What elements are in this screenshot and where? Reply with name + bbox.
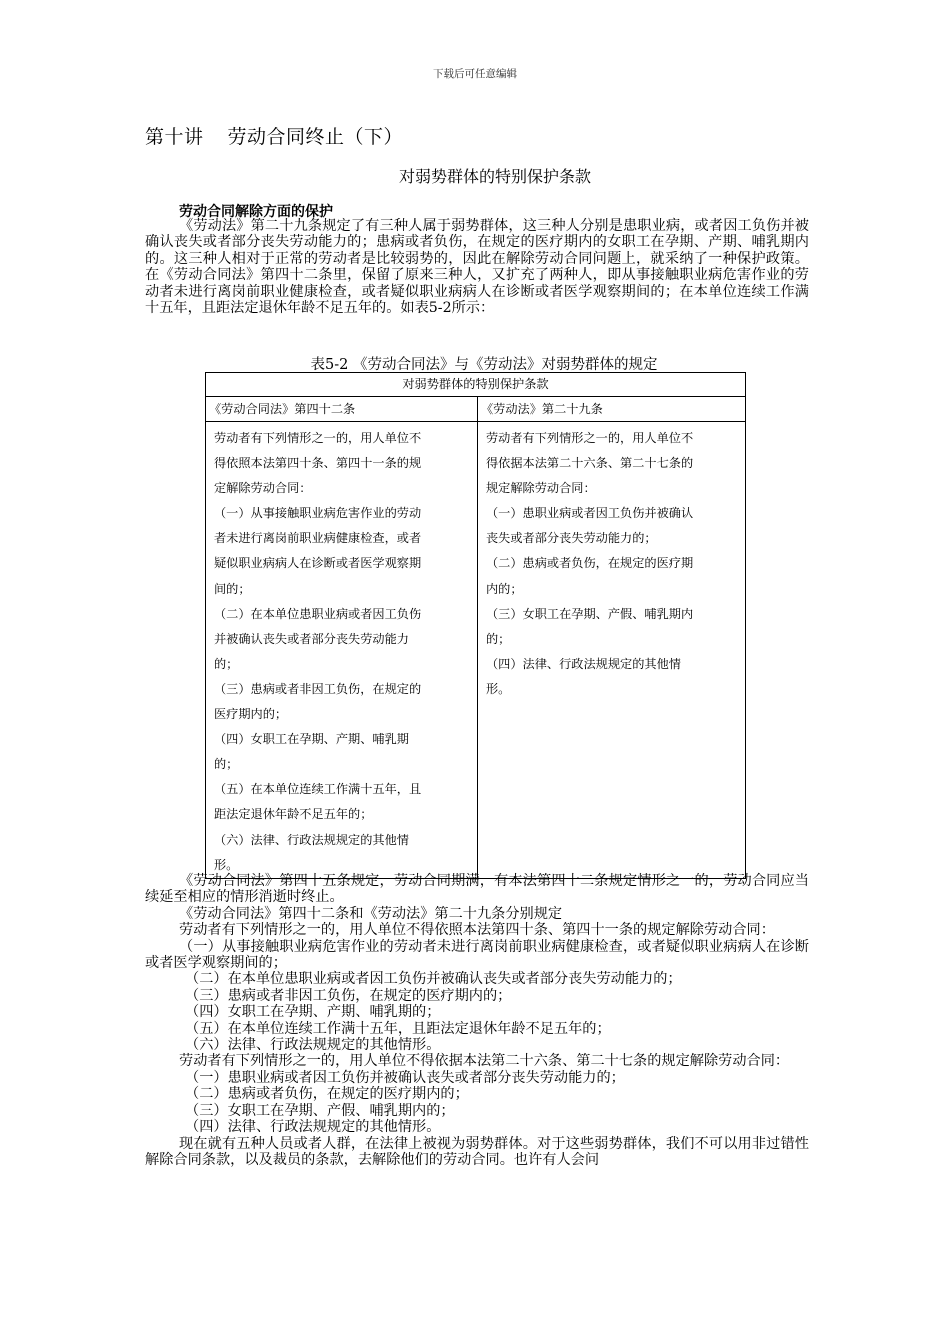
comparison-table xyxy=(205,372,746,879)
table-line: 医疗期内的； xyxy=(214,707,288,722)
table-line: （六）法律、行政法规规定的其他情 xyxy=(214,832,409,847)
list-item: （二）患病或者负伤，在规定的医疗期内的； xyxy=(185,1086,469,1103)
list-item: （三）女职工在孕期、产假、哺乳期内的； xyxy=(185,1102,455,1119)
table-line: 的； xyxy=(214,656,239,671)
table-line: 形。 xyxy=(486,681,511,696)
table-line: （二）患病或者负伤，在规定的医疗期 xyxy=(486,556,694,571)
section-title: 对弱势群体的特别保护条款 xyxy=(398,167,591,186)
table-line: 距法定退休年龄不足五年的； xyxy=(214,807,373,822)
table-line: 得依据本法第二十六条、第二十七条的 xyxy=(486,456,694,471)
list-item: （三）患病或者非因工负伤，在规定的医疗期内的； xyxy=(185,987,512,1004)
table-line: （一）从事接触职业病危害作业的劳动 xyxy=(214,506,422,521)
table-line: （四）女职工在孕期、产期、哺乳期 xyxy=(214,732,409,747)
table-line: 间的； xyxy=(214,581,251,596)
table-line: 规定解除劳动合同： xyxy=(486,481,596,496)
table-line: 形。 xyxy=(214,857,239,872)
sub-heading: 劳动合同解除方面的保护 xyxy=(179,204,333,220)
table-line: 丧失或者部分丧失劳动能力的； xyxy=(486,531,657,546)
table-line: 的； xyxy=(486,631,511,646)
left-column-cell xyxy=(206,422,478,879)
list-item: （二）在本单位患职业病或者因工负伤并被确认丧失或者部分丧失劳动能力的； xyxy=(185,971,682,988)
table-line: 内的； xyxy=(486,581,523,596)
table-line: 的； xyxy=(214,757,239,772)
lecture-number: 第十讲 xyxy=(145,126,204,148)
table-line: 并被确认丧失或者部分丧失劳动能力 xyxy=(214,631,409,646)
table-line: 者未进行离岗前职业病健康检查，或者 xyxy=(214,531,422,546)
list-item: （一）从事接触职业病危害作业的劳动者未进行离岗前职业病健康检查，或者疑似职业病病人在诊断或者医学观察期间的； xyxy=(145,938,809,972)
list-item: （一）患职业病或者因工负伤并被确认丧失或者部分丧失劳动能力的； xyxy=(185,1069,625,1086)
paragraph-closing: 现在就有五种人员或者人群，在法律上被视为弱势群体。对于这些弱势群体，我们不可以用非过错性解除合同条款，以及裁员的条款，去解除他们的劳动合同。也许有人会问 xyxy=(145,1135,809,1168)
table-line: 定解除劳动合同： xyxy=(214,481,312,496)
table-line: （二）在本单位患职业病或者因工负伤 xyxy=(214,606,422,621)
intro-body xyxy=(145,218,809,316)
lecture-title xyxy=(145,122,403,149)
list-item: （四）法律、行政法规规定的其他情形。 xyxy=(185,1119,441,1136)
intro-paragraph: 《劳动法》第二十九条规定了有三种人属于弱势群体，这三种人分别是患职业病，或者因工负伤并被确认丧失或者部分丧失劳动能力的；患病或者负伤，在规定的医疗期内的女职工在孕期、产期、哺乳期内的。这三种人相对于正常的劳动者是比较弱势的，因此在解除劳动合同问题上，就采纳了一种保护政策。在《劳动合同法》第四十二条里，保留了原来三种人，又扩充了两种人，即从事接触职业病危害作业的劳动者未进行离岗前职业健康检查，或者疑似职业病病人在诊断或者医学观察期间的；在本单位连续工作满十五年，且距法定退休年龄不足五年的。如表5-2所示： xyxy=(145,218,809,317)
right-column-cell xyxy=(478,422,746,879)
paragraph-article-45: 《劳动合同法》第四十五条规定，劳动合同期满，有本法第四十二条规定情形之一的，劳动合同应当续延至相应的情形消逝时终止。 xyxy=(145,873,809,906)
list-item: （五）在本单位连续工作满十五年，且距法定退休年龄不足五年的； xyxy=(185,1020,611,1037)
table-line: （三）女职工在孕期、产假、哺乳期内 xyxy=(486,606,694,621)
table-line: 劳动者有下列情形之一的，用人单位不 xyxy=(214,431,422,445)
table-header: 对弱势群体的特别保护条款 xyxy=(206,373,746,397)
left-column-title: 《劳动合同法》第四十二条 xyxy=(206,397,478,422)
table-line: （五）在本单位连续工作满十五年，且 xyxy=(214,782,422,797)
paragraph-article-29-lead: 劳动者有下列情形之一的，用人单位不得依据本法第二十六条、第二十七条的规定解除劳动合同： xyxy=(179,1053,790,1070)
after-table-body xyxy=(145,873,809,1168)
header-note: 下载后可任意编辑 xyxy=(433,68,517,80)
table-line: （一）患职业病或者因工负伤并被确认 xyxy=(486,506,694,521)
paragraph-article-42-lead: 劳动者有下列情形之一的，用人单位不得依照本法第四十条、第四十一条的规定解除劳动合同： xyxy=(179,922,775,939)
table-line: 疑似职业病病人在诊断或者医学观察期 xyxy=(214,556,422,571)
table-line: 得依照本法第四十条、第四十一条的规 xyxy=(214,456,422,471)
table-line: （三）患病或者非因工负伤，在规定的 xyxy=(214,681,422,696)
lecture-topic: 劳动合同终止（下） xyxy=(227,126,404,148)
list-item: （四）女职工在孕期、产期、哺乳期的； xyxy=(185,1004,441,1021)
paragraph-intro-lists: 《劳动合同法》第四十二条和《劳动法》第二十九条分别规定 xyxy=(179,905,563,922)
table-caption: 表5-2 《劳动合同法》与《劳动法》对弱势群体的规定 xyxy=(310,357,658,373)
table-line: （四）法律、行政法规规定的其他情 xyxy=(486,656,681,671)
list-item: （六）法律、行政法规规定的其他情形。 xyxy=(185,1037,441,1054)
right-column-title: 《劳动法》第二十九条 xyxy=(478,397,746,422)
table-line: 劳动者有下列情形之一的，用人单位不 xyxy=(486,431,694,445)
